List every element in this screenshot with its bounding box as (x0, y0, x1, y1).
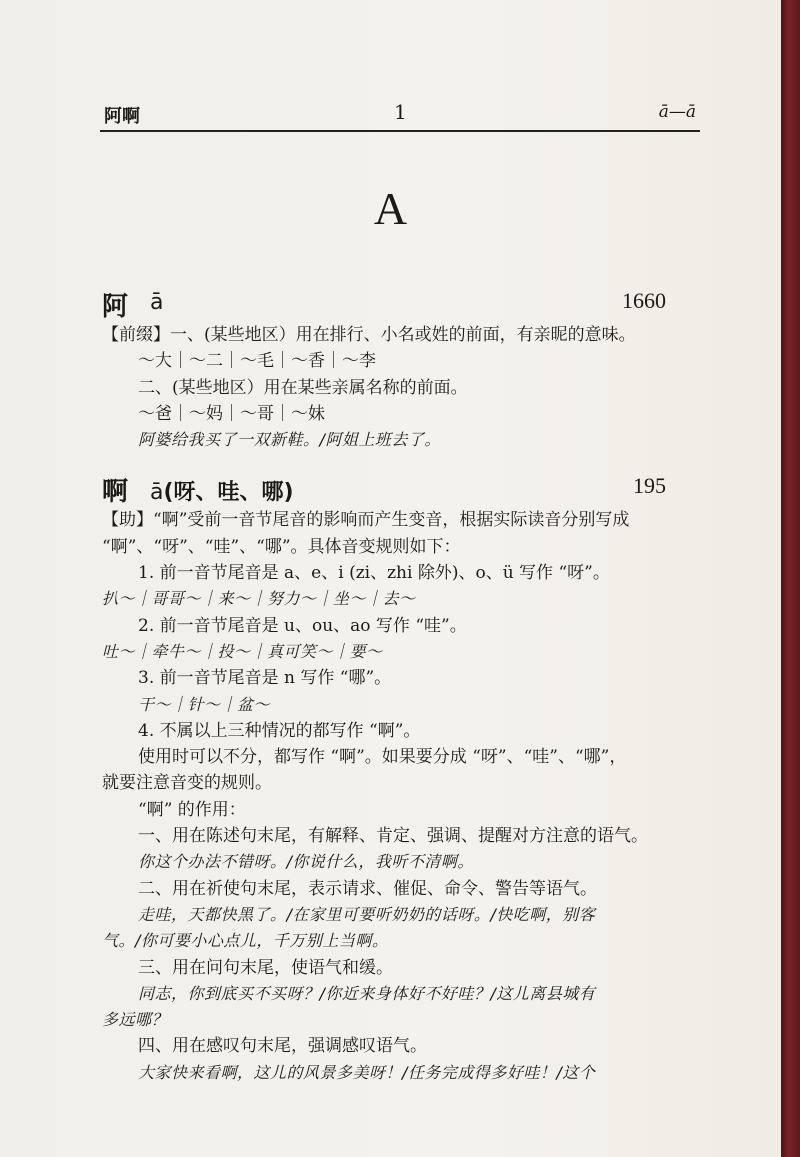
compound-examples: 扒～｜哥哥～｜来～｜努力～｜坐～｜去～ (102, 589, 416, 609)
definition-line: 二、用在祈使句末尾，表示请求、催促、命令、警告等语气。 (138, 878, 597, 899)
running-header (100, 96, 700, 132)
rule-line: 2. 前一音节尾音是 u、ou、ao 写作 “哇”。 (138, 615, 467, 636)
example-sentences: 大家快来看啊，这儿的风景多美呀！/任务完成得多好哇！/这个 (138, 1062, 596, 1082)
example-sentences: 气。/你可要小心点儿，千万别上当啊。 (102, 931, 389, 951)
definition-line: 【前缀】一、(某些地区）用在排行、小名或姓的前面，有亲昵的意味。 (102, 325, 636, 345)
book-cover-edge (781, 0, 800, 1157)
compound-examples: ～爸｜～妈｜～哥｜～妹 (138, 403, 325, 424)
compound-examples: 干～｜针～｜盆～ (138, 694, 271, 714)
example-sentences: 走哇，天都快黑了。/在家里可要听奶奶的话呀。/快吃啊，别客 (138, 904, 596, 924)
entry-heading (102, 282, 714, 322)
example-sentences: 同志，你到底买不买呀？/你近来身体好不好哇？/这儿离县城有 (138, 983, 596, 1003)
section-letter: A (373, 183, 408, 234)
definition-line: 【助】“啊”受前一音节尾音的影响而产生变音，根据实际读音分别写成 (102, 510, 630, 531)
definition-line: 一、用在陈述句末尾，有解释、肯定、强调、提醒对方注意的语气。 (138, 826, 648, 847)
definition-line: “啊”、“呀”、“哇”、“哪”。具体音变规则如下： (102, 536, 461, 557)
entry-heading (102, 467, 714, 507)
compound-examples: 吐～｜牵牛～｜投～｜真可笑～｜要～ (102, 641, 383, 661)
example-sentences: 多远哪？ (102, 1010, 169, 1030)
frequency-number: 195 (633, 473, 666, 499)
definition-line: 使用时可以不分，都写作 “啊”。如果要分成 “呀”、“哇”、“哪”， (138, 747, 627, 768)
frequency-number: 1660 (622, 288, 666, 313)
entries (102, 282, 714, 1086)
compound-examples: ～大｜～二｜～毛｜～香｜～李 (138, 351, 376, 372)
example-sentences: 阿婆给我买了一双新鞋。/阿姐上班去了。 (138, 430, 441, 450)
page-number: 1 (394, 100, 407, 124)
header-guide-words: 阿啊 (104, 106, 140, 127)
rule-line: 4. 不属以上三种情况的都写作 “啊”。 (138, 720, 421, 741)
definition-line: 二、(某些地区）用在某些亲属名称的前面。 (138, 377, 468, 398)
rule-line: 3. 前一音节尾音是 n 写作 “哪”。 (138, 668, 392, 689)
definition-line: 三、用在问句末尾，使语气和缓。 (138, 957, 393, 978)
definition-line: “啊” 的作用： (138, 799, 246, 820)
headword: 阿 (102, 292, 129, 322)
rule-line: 1. 前一音节尾音是 a、e、i (zi、zhi 除外)、o、ü 写作 “呀”。 (138, 563, 610, 584)
variant-forms: (呀、哇、哪) (163, 480, 294, 506)
header-pinyin-range: ā—ā (658, 102, 696, 122)
headword-pinyin (150, 475, 294, 506)
pinyin: ā (150, 480, 164, 506)
headword-pinyin: ā (150, 290, 164, 315)
definition-line: 四、用在感叹句末尾，强调感叹语气。 (138, 1036, 427, 1057)
definition-line: 就要注意音变的规则。 (102, 773, 272, 794)
headword: 啊 (102, 477, 129, 508)
example-sentences: 你这个办法不错呀。/你说什么，我听不清啊。 (138, 852, 474, 872)
